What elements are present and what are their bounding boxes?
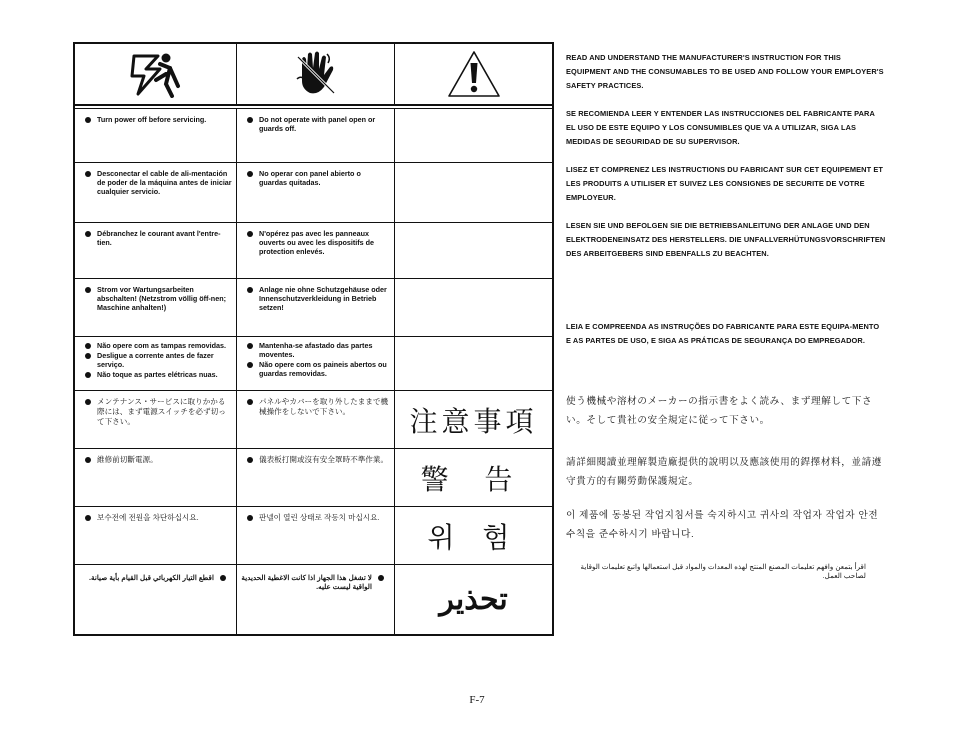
- instruction-japanese: 使う機械や溶材のメーカーの指示書をよく読み、まず理解して下さい。そして貴社の安全規定に従って下さい。: [566, 396, 873, 426]
- icon-cell-warning: [395, 44, 552, 104]
- signal-word-cell: [395, 565, 552, 634]
- warning-cell-power: [75, 279, 237, 336]
- warning-row-japanese: [75, 390, 552, 448]
- warning-cell-power: [75, 223, 237, 278]
- warning-text: 維修前切斷電源。: [85, 455, 232, 465]
- warning-cell-panel: [237, 565, 395, 634]
- instruction-german: LESEN SIE UND BEFOLGEN SIE DIE BETRIEBSANLEITUNG DER ANLAGE UND DEN ELEKTRODENEINSATZ DES HERSTELLERS. DIE UNFALLVERHÜTUNGSVORSCHRIFTEN DES ARBEITGEBERS SIND EBENFALLS ZU BEACHTEN.: [566, 221, 886, 258]
- instruction-chinese: 請詳細閱讀並理解製造廠提供的說明以及應該使用的銲擇材料，並請遵守貴方的有關勞動保護規定。: [566, 457, 883, 487]
- warning-cell-power: [75, 109, 237, 162]
- hand-guard-icon: [294, 49, 338, 99]
- warning-cell-power: [75, 337, 237, 390]
- warning-cell-panel: [237, 391, 395, 448]
- warning-text: N'opérez pas avec les panneaux ouverts ou avec les dispositifs de protection enlevés.: [247, 229, 390, 256]
- warning-text: Desligue a corrente antes de fazer serviço.: [85, 351, 232, 369]
- warning-row-french: [75, 222, 552, 278]
- warning-text: Do not operate with panel open or guards off.: [247, 115, 390, 133]
- warning-text: Strom vor Wartungsarbeiten abschalten! (Netzstrom völlig öff-nen; Maschine anhalten!): [85, 285, 232, 312]
- signal-word-arabic: تحذير: [439, 583, 508, 616]
- warning-cell-power: [75, 565, 237, 634]
- instruction-french: LISEZ ET COMPRENEZ LES INSTRUCTIONS DU FABRICANT SUR CET EQUIPEMENT ET LES PRODUITS A UTILISER ET SUIVEZ LES CONSIGNES DE SECURITE DE VOTRE EMPLOYEUR.: [566, 165, 884, 202]
- warning-text: Não opere com as tampas removidas.: [85, 341, 232, 350]
- warning-cell-panel: [237, 163, 395, 222]
- warning-text: Desconectar el cable de ali-mentación de poder de la máquina antes de iniciar cualquier servicio.: [85, 169, 232, 196]
- signal-word-chinese: 警 告: [420, 463, 527, 495]
- warning-cell-blank: [395, 337, 552, 390]
- warning-row-english: [75, 108, 552, 162]
- warning-text: No operar con panel abierto o guardas quitadas.: [247, 169, 390, 187]
- warning-cell-blank: [395, 109, 552, 162]
- icon-cell-electric: [75, 44, 237, 104]
- warning-text: 儀表板打開或沒有安全罩時不準作業。: [247, 455, 390, 465]
- warning-cell-blank: [395, 279, 552, 336]
- warning-row-german: [75, 278, 552, 336]
- warning-text: パネルやカバーを取り外したままで機械操作をしないで下さい。: [247, 397, 390, 417]
- warning-text: Não toque as partes elétricas nuas.: [85, 370, 232, 379]
- warning-cell-blank: [395, 163, 552, 222]
- warning-cell-panel: [237, 279, 395, 336]
- warning-text: メンテナンス・サービスに取りかかる際には、まず電源スイッチを必ず切って下さい。: [85, 397, 232, 427]
- warning-cell-power: [75, 391, 237, 448]
- warning-cell-panel: [237, 337, 395, 390]
- warning-cell-power: [75, 449, 237, 506]
- warning-text: 보수전에 전원을 차단하십시요.: [85, 513, 232, 523]
- signal-word-cell: [395, 449, 552, 506]
- signal-word-cell: [395, 507, 552, 564]
- warning-text: Débranchez le courant avant l'entre-tien.: [85, 229, 232, 247]
- warning-cell-panel: [237, 223, 395, 278]
- instruction-korean: 이 제품에 동봉된 작업지침서를 숙지하시고 귀사의 작업자 작업자 안전수칙을 준수하시기 바랍니다.: [566, 510, 879, 540]
- warning-text: لا تشغل هذا الجهاز اذا كانت الاغطية الحديدية الواقية ليست عليه.: [241, 573, 384, 591]
- warning-text: 판넬이 열린 상태로 작동치 마십시요.: [247, 513, 390, 523]
- warning-row-portuguese: [75, 336, 552, 390]
- warning-cell-panel: [237, 449, 395, 506]
- signal-word-korean: 위 험: [427, 521, 520, 553]
- warning-text: Anlage nie ohne Schutzgehäuse oder Innenschutzverkleidung in Betrieb setzen!: [247, 285, 390, 312]
- signal-word-japanese: 注意事項: [409, 405, 538, 437]
- instruction-english: READ AND UNDERSTAND THE MANUFACTURER'S INSTRUCTION FOR THIS EQUIPMENT AND THE CONSUMABLES TO BE USED AND FOLLOW YOUR EMPLOYER'S SAFETY PRACTICES.: [566, 53, 884, 90]
- warning-cell-power: [75, 163, 237, 222]
- icon-cell-hand: [237, 44, 395, 104]
- exclamation-triangle-icon: [446, 49, 502, 99]
- warning-row-chinese: [75, 448, 552, 506]
- warning-cell-panel: [237, 109, 395, 162]
- warning-row-korean: [75, 506, 552, 564]
- warning-text: Turn power off before servicing.: [85, 115, 232, 124]
- instruction-spanish: SE RECOMIENDA LEER Y ENTENDER LAS INSTRUCCIONES DEL FABRICANTE PARA EL USO DE ESTE EQUIPO Y LOS CONSUMIBLES QUE VA A UTILIZAR, SIGA LAS MEDIDAS DE SEGURIDAD DE SU SUPERVISOR.: [566, 109, 875, 146]
- page-number: F-7: [469, 694, 485, 706]
- warning-icon-row: [75, 44, 552, 106]
- warning-cell-blank: [395, 223, 552, 278]
- warning-row-spanish: [75, 162, 552, 222]
- warning-cell-panel: [237, 507, 395, 564]
- instruction-arabic: اقرأ بتمعن وافهم تعليمات المصنع المنتج لهذه المعدات والمواد قبل استعمالها واتبع تعليمات الوقاية لصاحب العمل.: [580, 562, 866, 580]
- instruction-portuguese: LEIA E COMPREENDA AS INSTRUÇÕES DO FABRICANTE PARA ESTE EQUIPA-MENTO E AS PARTES DE USO, E SIGA AS PRÁTICAS DE SEGURANÇA DO EMPREGADOR.: [566, 322, 880, 345]
- warning-row-arabic: [75, 564, 552, 634]
- signal-word-cell: [395, 391, 552, 448]
- electric-shock-icon: [126, 50, 186, 98]
- warning-table: [73, 42, 554, 636]
- warning-text: Mantenha-se afastado das partes moventes.: [247, 341, 390, 359]
- warning-text: اقطع التيار الكهربائي قبل القيام بأية صيانة.: [79, 573, 226, 582]
- warning-text: Não opere com os paineis abertos ou guardas removidas.: [247, 360, 390, 378]
- warning-cell-power: [75, 507, 237, 564]
